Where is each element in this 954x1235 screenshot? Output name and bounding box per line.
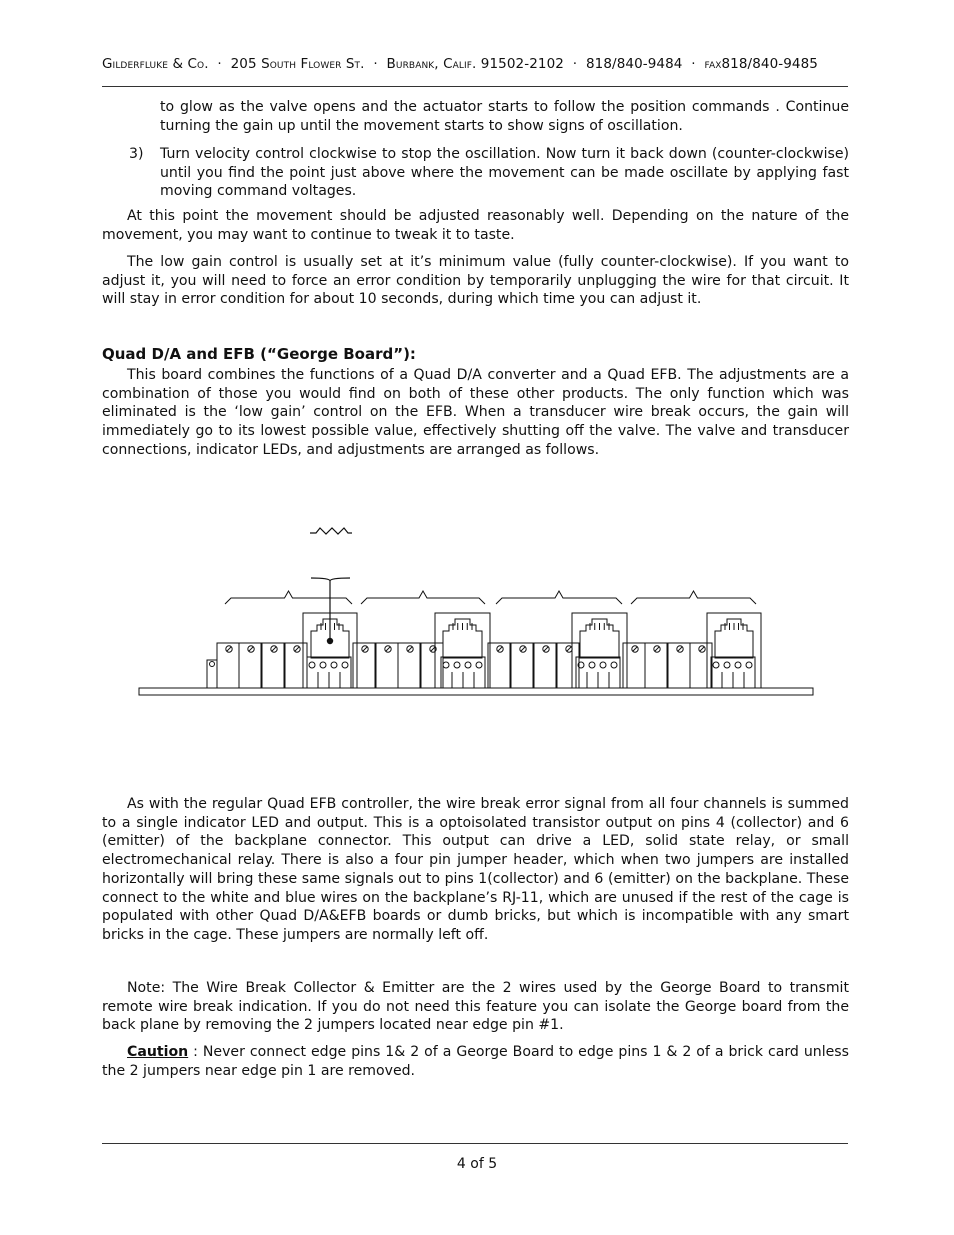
terminal-screw xyxy=(589,662,595,668)
adjustment-pot-slot xyxy=(567,647,571,651)
header-city: Burbank, Calif. xyxy=(386,56,477,72)
adjustment-pot-slot xyxy=(227,647,231,651)
paragraph-adjusted: At this point the movement should be adjusted reasonably well. Depending on the nature of the movement, you may want to continue to tweak it to taste. xyxy=(102,208,849,243)
adjustment-pot-slot xyxy=(633,647,637,651)
adjustment-pot-slot xyxy=(678,647,682,651)
terminal-screw xyxy=(320,662,326,668)
header-company: Gilderfluke xyxy=(102,56,169,72)
terminal-screw xyxy=(342,662,348,668)
header-street: South Flower St. xyxy=(261,56,365,72)
header-co: Co. xyxy=(187,56,209,72)
terminal-screw xyxy=(454,662,460,668)
list-item-3: Turn velocity control clockwise to stop the oscillation. Now turn it back down (counter-clockwise) until you find the point just above where the movement can be made oscillate by applying fast moving command voltages. xyxy=(160,146,849,200)
adjustment-pot-slot xyxy=(363,647,367,651)
diagram-squiggle xyxy=(310,528,352,534)
header-phone: 818/840-9484 xyxy=(585,56,683,72)
module-bracket xyxy=(225,591,352,604)
terminal-screw xyxy=(746,662,752,668)
paragraph-note: Note: The Wire Break Collector & Emitter are the 2 wires used by the George Board to transmit remote wire break indication. If you do not need this feature you can isolate the George board from the back plane by removing the 2 jumpers located near edge pin #1. xyxy=(102,980,849,1034)
adjustment-pot-slot xyxy=(386,647,390,651)
paragraph-low-gain: The low gain control is usually set at it’s minimum value (fully counter-clockwise). If you want to adjust it, you will need to force an error condition by temporarily unplugging the wire for that circuit. It will stay in error condition for about 10 seconds, during which time you can adjust it. xyxy=(102,254,849,308)
adjustment-pot-slot xyxy=(431,647,435,651)
paragraph-caution xyxy=(102,1043,849,1080)
terminal-screw xyxy=(600,662,606,668)
module-bracket xyxy=(496,591,622,604)
header-address-number: 205 xyxy=(230,56,257,72)
header-amp: & xyxy=(172,56,184,72)
adjustment-pot-slot xyxy=(249,647,253,651)
terminal-screw xyxy=(309,662,315,668)
caution-label: Caution xyxy=(127,1044,189,1060)
terminal-screw xyxy=(465,662,471,668)
terminal-screw xyxy=(611,662,617,668)
paragraph-wire-break: As with the regular Quad EFB controller, the wire break error signal from all four channels is summed to a single indicator LED and output. This is a optoisolated transistor output on pins 4 (collector) and 6 (emitter) of the backplane connector. This output can drive a LED, solid state relay, or small electromechanical relay. There is also a four pin jumper header, which when two jumpers are installed horizontally will bring these same signals out to pins 1(collector) and 6 (emitter) on the backplane. These connect to the white and blue wires on the backplane’s RJ-11, which are unused if the rest of the cage is populated with other Quad D/A&EFB boards or dumb bricks, but which is incompatible with any smart bricks in the cage. These jumpers are normally left off. xyxy=(102,796,849,943)
header-separator: · xyxy=(217,56,222,72)
caution-text: : Never connect edge pins 1& 2 of a George Board to edge pins 1 & 2 of a brick card unless the 2 jumpers near edge pin 1 are removed. xyxy=(102,1044,849,1079)
page-number: 4 of 5 xyxy=(456,1156,498,1172)
adjustment-pot-slot xyxy=(521,647,525,651)
header-separator: · xyxy=(691,56,696,72)
adjustment-pot-slot xyxy=(408,647,412,651)
adjustment-pot-slot xyxy=(544,647,548,651)
diagram-base-board xyxy=(139,688,813,695)
header-separator: · xyxy=(373,56,378,72)
module-bracket xyxy=(361,591,485,604)
terminal-screw xyxy=(331,662,337,668)
header-separator: · xyxy=(572,56,578,72)
module-bracket xyxy=(631,591,756,604)
terminal-screw xyxy=(735,662,741,668)
header-fax-label: fax xyxy=(704,56,722,72)
footer-rule xyxy=(102,1143,848,1144)
adjustment-pot-slot xyxy=(498,647,502,651)
header-zip: 91502-2102 xyxy=(480,56,564,72)
diagram-top-bracket xyxy=(311,578,350,581)
adjustment-pot-slot xyxy=(272,647,276,651)
list-number-3: 3) xyxy=(129,146,144,162)
adjustment-pot-slot xyxy=(700,647,704,651)
adjustment-pot-slot xyxy=(655,647,659,651)
paragraph-board: This board combines the functions of a Quad D/A converter and a Quad EFB. The adjustments are a combination of those you would find on both of these other products. The only function which was eliminated is the ‘low gain’ control on the EFB. When a transducer wire break occurs, the gain will immediately go to its lowest possible value, effectively shutting off the valve. The valve and transducer connections, indicator LEDs, and adjustments are arranged as follows. xyxy=(102,367,849,458)
adjustment-pot-slot xyxy=(295,647,299,651)
terminal-screw xyxy=(713,662,719,668)
adjustment-pot xyxy=(210,662,215,667)
terminal-screw xyxy=(443,662,449,668)
header-fax: 818/840-9485 xyxy=(721,56,818,72)
terminal-screw xyxy=(476,662,482,668)
diagram-led-dot xyxy=(327,638,333,644)
section-heading: Quad D/A and EFB (“George Board”): xyxy=(102,345,416,363)
list-item-2-continuation: to glow as the valve opens and the actuator starts to follow the position commands . Continue turning the gain up until the movement starts to show signs of oscillation. xyxy=(160,99,849,134)
terminal-screw xyxy=(724,662,730,668)
diagram-small-block xyxy=(207,660,217,688)
